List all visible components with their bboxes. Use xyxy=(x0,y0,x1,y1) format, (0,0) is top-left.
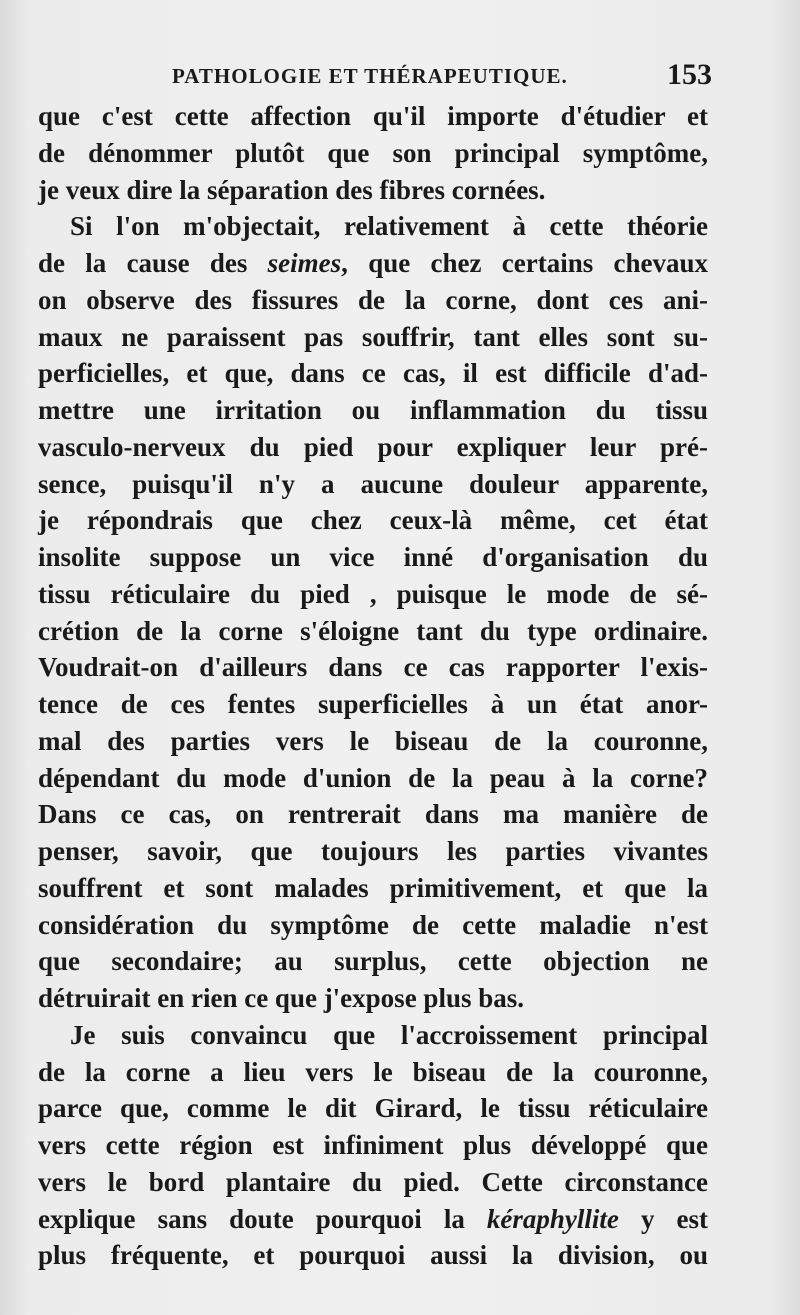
text-line: Dans ce cas, on rentrerait dans ma manière de xyxy=(38,799,708,830)
italic-term: seimes xyxy=(267,248,342,278)
text-line: tissu réticulaire du pied , puisque le mode de sé- xyxy=(38,578,708,609)
text-line: que c'est cette affection qu'il importe d'étudier et xyxy=(38,101,708,131)
text-line: parce que, comme le dit Girard, le tissu réticulaire xyxy=(38,1093,708,1124)
text-line: Si l'on m'objectait, relativement à cette théorie xyxy=(70,211,708,242)
text-segment: y est xyxy=(618,1203,709,1234)
text-line xyxy=(38,245,708,282)
text-segment: , que chez certains chevaux xyxy=(341,248,709,278)
text-line: je veux dire la séparation des fibres cornées. xyxy=(38,174,546,205)
text-line: vers le bord plantaire du pied. Cette circonstance xyxy=(38,1166,708,1197)
text-line: vers cette région est infiniment plus développé que xyxy=(38,1130,708,1160)
text-line: on observe des fissures de la corne, dont ces ani- xyxy=(38,284,708,315)
text-line: crétion de la corne s'éloigne tant du type ordinaire. xyxy=(38,615,708,646)
text-line: je répondrais que chez ceux-là même, cet état xyxy=(38,505,708,536)
running-head-title: PATHOLOGIE ET THÉRAPEUTIQUE. xyxy=(172,64,568,88)
text-line: Je suis convaincu que l'accroissement principal xyxy=(70,1019,708,1050)
text-line: considération du symptôme de cette maladie n'est xyxy=(38,909,708,940)
page-number: 153 xyxy=(667,58,712,91)
text-line: mal des parties vers le biseau de la couronne, xyxy=(38,725,708,756)
text-line: de dénommer plutôt que son principal symptôme, xyxy=(38,137,708,168)
text-line xyxy=(38,1201,708,1238)
text-line: plus fréquente, et pourquoi aussi la division, ou xyxy=(38,1240,708,1271)
text-line: vasculo-nerveux du pied pour expliquer leur pré- xyxy=(38,431,708,462)
text-line: sence, puisqu'il n'y a aucune douleur apparente, xyxy=(38,468,708,499)
italic-term: kéraphyllite xyxy=(486,1203,619,1234)
text-line: que secondaire; au surplus, cette objection ne xyxy=(38,946,708,977)
text-line: de la corne a lieu vers le biseau de la couronne, xyxy=(38,1056,708,1087)
text-segment: explique sans doute pourquoi la xyxy=(38,1203,487,1234)
text-line: maux ne paraissent pas souffrir, tant elles sont su- xyxy=(38,321,708,352)
running-head xyxy=(172,58,712,91)
text-line: insolite suppose un vice inné d'organisation du xyxy=(38,542,708,572)
body-text xyxy=(38,98,708,1274)
text-line: détruirait en rien ce que j'expose plus bas. xyxy=(38,983,524,1013)
text-line: mettre une irritation ou inflammation du tissu xyxy=(38,395,708,425)
text-line: tence de ces fentes superficielles à un état anor- xyxy=(38,689,708,719)
text-line: Voudrait-on d'ailleurs dans ce cas rapporter l'exis- xyxy=(38,652,708,683)
text-segment: de la cause des xyxy=(38,248,268,278)
text-line: dépendant du mode d'union de la peau à la corne? xyxy=(38,762,708,793)
text-line: souffrent et sont malades primitivement, et que la xyxy=(38,872,708,903)
text-line: perficielles, et que, dans ce cas, il est difficile d'ad- xyxy=(38,358,708,389)
text-line: penser, savoir, que toujours les parties vivantes xyxy=(38,836,708,866)
